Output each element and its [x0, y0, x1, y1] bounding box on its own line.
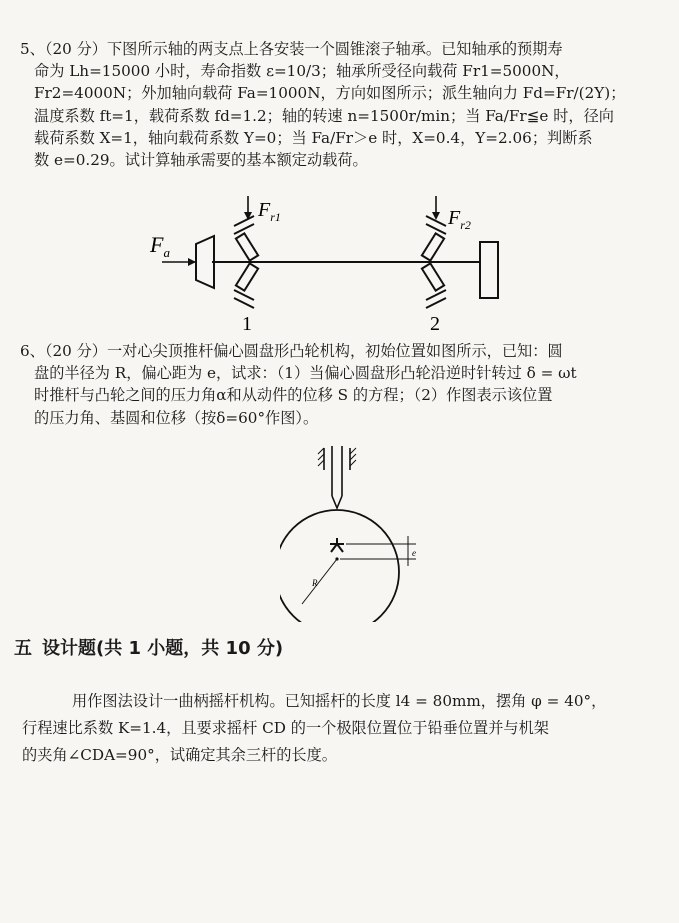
section-5-heading [14, 634, 283, 660]
pivot-mark [330, 538, 344, 552]
q6-line: 的压力角、基圆和位移（按δ=60°作图）。 [34, 408, 319, 427]
cam-follower-diagram [280, 446, 430, 622]
design-line: 用作图法设计一曲柄摇杆机构。已知摇杆的长度 l4 = 80mm，摆角 φ = 40°， [72, 692, 607, 710]
radius-label: R [312, 578, 318, 588]
fr1-arrowhead [244, 212, 252, 220]
bearing-1-label: 1 [242, 313, 252, 335]
cam-disc [280, 510, 399, 622]
q5-line: 载荷系数 X=1，轴向载荷系数 Y=0；当 Fa/Fr＞e 时，X=0.4，Y=2.06；判断系 [34, 128, 593, 147]
right-end-part [480, 242, 498, 298]
question-6-text [20, 340, 660, 429]
q6-line: 盘的半径为 R，偏心距为 e，试求：（1）当偏心圆盘形凸轮沿逆时针转过 δ = ωt [34, 364, 577, 383]
q5-line: 5、（20 分）下图所示轴的两支点上各安装一个圆锥滚子轴承。已知轴承的预期寿 [20, 40, 563, 58]
left-end-part [196, 236, 214, 288]
section-number: 五 [14, 638, 32, 659]
design-line: 的夹角∠CDA=90°，试确定其余三杆的长度。 [22, 746, 337, 764]
fr1-label: $F_{r1}$ [258, 199, 281, 224]
design-problem-text [22, 688, 660, 769]
radius-line [302, 559, 337, 604]
q5-line: 数 e=0.29。试计算轴承需要的基本额定动载荷。 [34, 151, 368, 170]
eccentric-dimension [340, 536, 416, 566]
question-5-text [20, 38, 660, 171]
q6-line: 时推杆与凸轮之间的压力角α和从动件的位移 S 的方程；（2）作图表示该位置 [34, 386, 553, 405]
q5-line: Fr2=4000N；外加轴向载荷 Fa=1000N，方向如图所示；派生轴向力 Fd=Fr/(2Y)； [34, 84, 626, 103]
shaft-bearing-diagram [130, 196, 510, 336]
q5-line: 命为 Lh=15000 小时，寿命指数 ε=10/3；轴承所受径向载荷 Fr1=5000N， [34, 62, 570, 81]
q6-line: 6、（20 分）一对心尖顶推杆偏心圆盘形凸轮机构，初始位置如图所示，已知：圆 [20, 342, 563, 360]
fa-label: $F_a$ [150, 232, 170, 260]
eccentric-label: e [412, 548, 416, 558]
q5-line: 温度系数 ft=1，载荷系数 fd=1.2；轴的转速 n=1500r/min；当 Fa/Fr≦e 时，径向 [34, 106, 614, 125]
section-title: 设计题(共 1 小题，共 10 分) [42, 638, 284, 659]
fa-arrowhead [188, 258, 196, 266]
follower-rod [332, 446, 342, 508]
fr2-label: $F_{r2}$ [448, 207, 471, 232]
design-line: 行程速比系数 K=1.4，且要求摇杆 CD 的一个极限位置位于铅垂位置并与机架 [22, 719, 549, 737]
bearing-2-label: 2 [430, 313, 440, 335]
